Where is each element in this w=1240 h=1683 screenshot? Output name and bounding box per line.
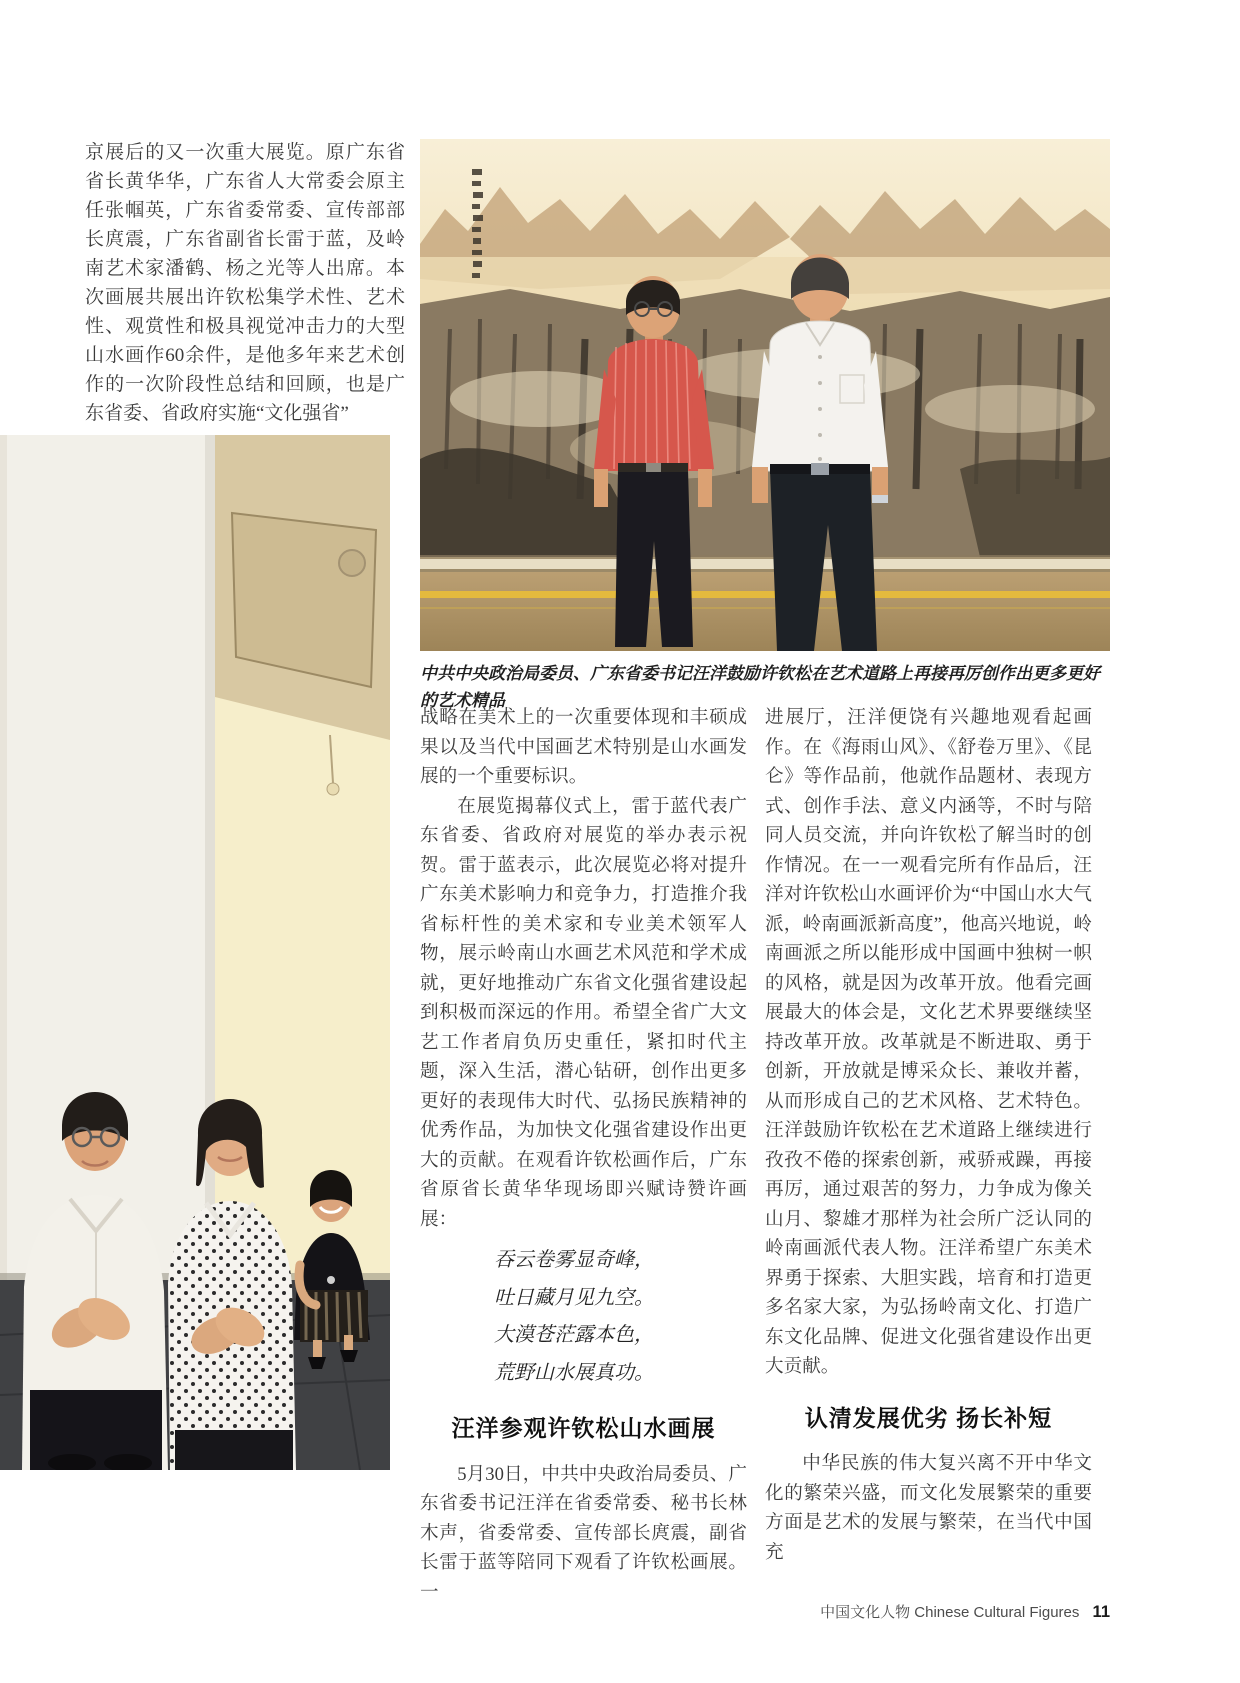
column-middle xyxy=(420,703,747,1607)
paragraph-strategy: 战略在美术上的一次重要体现和丰硕成果以及当代中国画艺术特别是山水画发展的一个重要标识。 xyxy=(420,707,747,787)
main-photo-caption: 中共中央政治局委员、广东省委书记汪洋鼓励许钦松在艺术道路上再接再厉创作出更多更好的艺术精品 xyxy=(420,664,1100,710)
paragraph-exhibit-tour: 进展厅，汪洋便饶有兴趣地观看起画作。在《海雨山风》、《舒卷万里》、《昆仑》等作品前，他就作品题材、表现方式、创作手法、意义内涵等，不时与陪同人员交流，并向许钦松了解当时的创作情况。在一一观看完所有作品后，汪洋对许钦松山水画评价为“中国山水大气派，岭南画派新高度”，他高兴地说，岭南画派之所以能形成中国画中独树一帜的风格，就是因为改革开放。他看完画展最大的体会是，文化艺术界要继续坚持改革开放。改革就是不断进取、勇于创新，开放就是博采众长、兼收并蓄，从而形成自己的艺术风格、艺术特色。汪洋鼓励许钦松在艺术道路上继续进行孜孜不倦的探索创新，戒骄戒躁，再接再厉，通过艰苦的努力，力争成为像关山月、黎雄才那样为社会所广泛认同的岭南画派代表人物。汪洋希望广东美术界勇于探索、大胆实践，培育和打造更多名家大家，为弘扬岭南文化、打造广东文化品牌、促进文化强省建设作出更大贡献。 xyxy=(765,707,1092,1377)
poem-line: 吐日藏月见九空。 xyxy=(494,1286,654,1309)
paragraph-rejuvenation: 中华民族的伟大复兴离不开中华文化的繁荣兴盛，而文化发展繁荣的重要方面是艺术的发展与繁荣，在当代中国充 xyxy=(765,1453,1092,1563)
section-heading-wangyang-visit: 汪洋参观许钦松山水画展 xyxy=(451,1415,716,1441)
page-footer xyxy=(820,1601,1110,1622)
page-number: 11 xyxy=(1092,1603,1110,1621)
paragraph-visit: 5月30日，中共中央政治局委员、广东省委书记汪洋在省委常委、秘书长林木声，省委常委、宣传部长庹震，副省长雷于蓝等陪同下观看了许钦松画展。一 xyxy=(420,1463,747,1603)
magazine-title-zh: 中国文化人物 xyxy=(820,1604,911,1621)
main-photo xyxy=(420,139,1110,651)
side-photo-illustration xyxy=(0,435,390,1470)
poem-line: 大漠苍茫露本色， xyxy=(494,1324,654,1346)
paragraph-ceremony: 在展览揭幕仪式上，雷于蓝代表广东省委、省政府对展览的举办表示祝贺。雷于蓝表示，此次展览必将对提升广东美术影响力和竞争力，打造推介我省标杆性的美术家和专业美术领军人物，展示岭南山水画艺术风范和学术成就，更好地推动广东省文化强省建设起到积极而深远的作用。希望全省广大文艺工作者肩负历史重任，紧扣时代主题，深入生活，潜心钻研，创作出更多更好的表现伟大时代、弘扬民族精神的优秀作品，为加快文化强省建设作出更大的贡献。在观看许钦松画作后，广东省原省长黄华华现场即兴赋诗赞许画展： xyxy=(420,795,747,1230)
main-photo-illustration xyxy=(420,139,1110,651)
magazine-title-en: Chinese Cultural Figures xyxy=(914,1604,1080,1621)
intro-paragraph: 京展后的又一次重大展览。原广东省省长黄华华，广东省人大常委会原主任张帼英，广东省委常委、宣传部部长庹震，广东省副省长雷于蓝，及岭南艺术家潘鹤、杨之光等人出席。本次画展共展出许钦松集学术性、艺术性、观赏性和极具视觉冲击力的大型山水画作60余件，是他多年来艺术创作的一次阶段性总结和回顾，也是广东省委、省政府实施“文化强省” xyxy=(85,142,405,424)
poem-line: 吞云卷雾显奇峰， xyxy=(494,1249,654,1271)
poem xyxy=(494,1242,747,1392)
poem-line: 荒野山水展真功。 xyxy=(494,1361,654,1384)
column-right xyxy=(765,703,1092,1567)
side-photo xyxy=(0,435,390,1470)
section-heading-development: 认清发展优劣 扬长补短 xyxy=(804,1404,1053,1431)
